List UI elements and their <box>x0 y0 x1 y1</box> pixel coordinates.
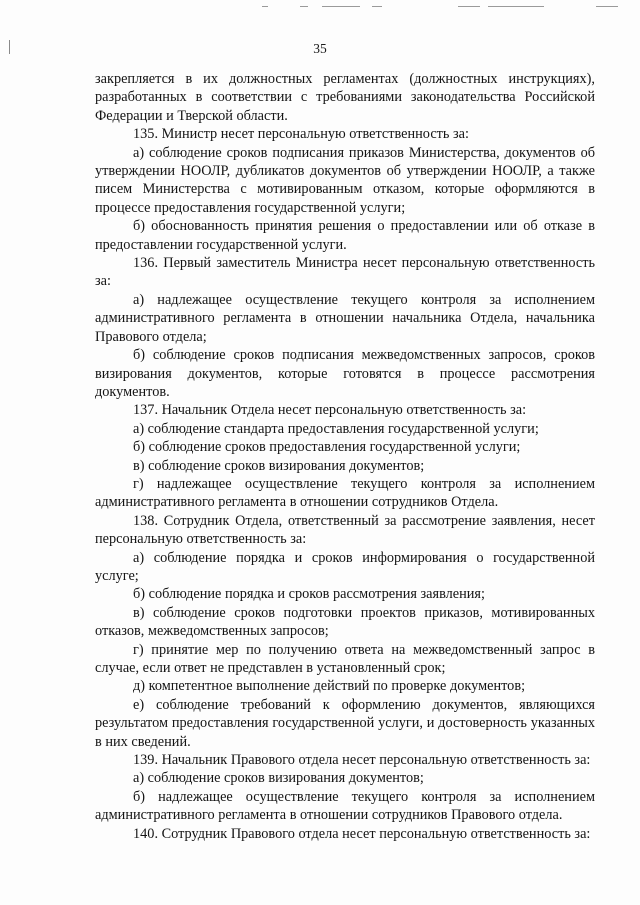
document-paragraph: г) надлежащее осуществление текущего контроля за исполнением административного регламента в отношении сотрудников Отдела. <box>95 475 595 511</box>
document-paragraph: б) соблюдение сроков предоставления государственной услуги; <box>133 439 521 456</box>
scan-artifact-line <box>262 6 268 7</box>
document-paragraph: б) надлежащее осуществление текущего контроля за исполнением административного регламента в отношении сотрудников Правового отдела. <box>95 788 595 824</box>
document-paragraph: а) соблюдение порядка и сроков информирования о государственной услуге; <box>95 549 595 584</box>
document-paragraph: б) обоснованность принятия решения о предоставлении или об отказе в предоставлении государственной услуги. <box>95 218 595 253</box>
document-paragraph: а) соблюдение сроков визирования документов; <box>133 770 424 787</box>
document-paragraph: а) соблюдение сроков подписания приказов Министерства, документов об утверждении НООЛР, дубликатов документов об утверждении НООЛР, а также писем Министерства с мотивированным отказом, которые оформляются в процессе предоставления государственной услуги; <box>95 144 595 216</box>
document-paragraph: закрепляется в их должностных регламентах (должностных инструкциях), разработанных в соответствии с требованиями законодательства Российской Федерации и Тверской области. <box>95 71 595 124</box>
document-paragraph: д) компетентное выполнение действий по проверке документов; <box>133 678 526 695</box>
document-paragraph: 137. Начальник Отдела несет персональную ответственность за: <box>133 402 527 419</box>
document-paragraph: г) принятие мер по получению ответа на межведомственный запрос в случае, если ответ не представлен в установленный срок; <box>95 641 595 676</box>
document-paragraph: е) соблюдение требований к оформлению документов, являющихся результатом предоставления государственной услуги, и достоверность указанных в них сведений. <box>95 696 595 750</box>
scan-artifact-line <box>300 6 308 7</box>
document-paragraph: 140. Сотрудник Правового отдела несет персональную ответственность за: <box>133 825 591 842</box>
document-paragraph: 135. Министр несет персональную ответственность за: <box>133 126 469 143</box>
scan-artifact-line <box>458 6 480 7</box>
document-paragraph: 138. Сотрудник Отдела, ответственный за рассмотрение заявления, несет персональную ответственность за: <box>95 512 595 548</box>
document-paragraph: 136. Первый заместитель Министра несет персональную ответственность за: <box>95 255 595 290</box>
scan-artifact-line <box>372 6 382 7</box>
document-paragraph: а) надлежащее осуществление текущего контроля за исполнением административного регламента в отношении начальника Отдела, начальника Правового отдела; <box>95 291 595 345</box>
document-paragraph: в) соблюдение сроков подготовки проектов приказов, мотивированных отказов, межведомственных запросов; <box>95 604 595 640</box>
scan-artifact-line <box>596 6 618 7</box>
scan-artifact-line <box>488 6 544 7</box>
document-paragraph: 139. Начальник Правового отдела несет персональную ответственность за: <box>133 752 591 769</box>
document-body <box>95 70 595 843</box>
page-number: 35 <box>313 41 327 56</box>
document-paragraph: в) соблюдение сроков визирования документов; <box>133 457 425 474</box>
scan-artifact-line <box>322 6 360 7</box>
document-paragraph: б) соблюдение сроков подписания межведомственных запросов, сроков визирования документов, которые готовятся в процессе рассмотрения документов. <box>95 347 595 400</box>
document-paragraph: а) соблюдение стандарта предоставления государственной услуги; <box>133 420 539 437</box>
document-paragraph: б) соблюдение порядка и сроков рассмотрения заявления; <box>133 586 485 603</box>
